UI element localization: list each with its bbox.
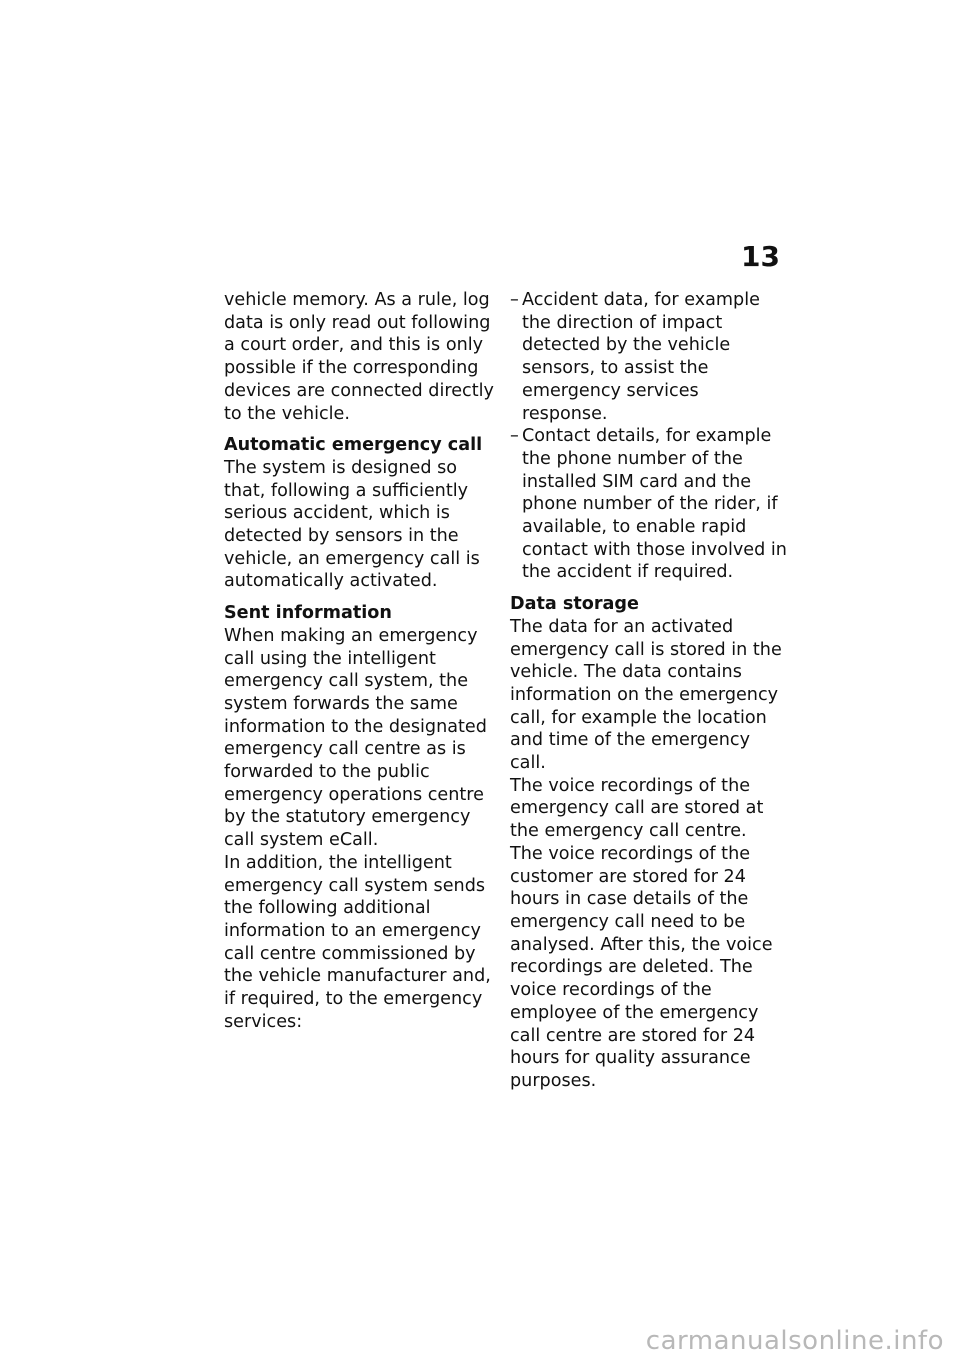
left-column	[224, 289, 494, 1034]
section-body: The voice recordings of the customer are stored for 24 hours in case details of the emergency call need to be analysed. After this, the voice recordings are deleted. The voice recordings of the employee of the emergency call centre are stored for 24 hours for quality assurance purposes.	[510, 843, 773, 1091]
list-item	[510, 289, 788, 425]
section-body: The data for an activated emergency call is stored in the vehicle. The data contains information on the emergency call, for example the location and time of the emergency call.	[510, 616, 782, 774]
dash-bullet: –	[510, 426, 519, 447]
section-body: In addition, the intelligent emergency call system sends the following additional information to an emergency call centre commissioned by the vehicle manufacturer and, if required, to the emergency services:	[224, 852, 491, 1032]
intro-paragraph: vehicle memory. As a rule, log data is only read out following a court order, and this is only possible if the corresponding devices are connected directly to the vehicle.	[224, 290, 494, 424]
section-heading: Automatic emergency call	[224, 435, 483, 456]
section-body: The system is designed so that, following a sufficiently serious accident, which is detected by sensors in the vehicle, an emergency call is automatically activated.	[224, 457, 480, 592]
list-item	[510, 425, 788, 584]
list-item-text: Accident data, for example the direction of impact detected by the vehicle sensors, to assist the emergency services response.	[522, 290, 760, 424]
dash-bullet: –	[510, 290, 519, 310]
section-body: When making an emergency call using the intelligent emergency call system, the system forwards the same information to the designated emergency call centre as is forwarded to the public emergency operations centre by the statutory emergency call system eCall.	[224, 625, 487, 851]
section-automatic-emergency-call	[224, 434, 494, 593]
section-heading: Data storage	[510, 594, 639, 615]
watermark: carmanualsonline.info	[645, 1326, 944, 1356]
section-body: The voice recordings of the emergency call are stored at the emergency call centre.	[510, 775, 764, 842]
section-data-storage	[510, 593, 788, 1092]
list-item-text: Contact details, for example the phone number of the installed SIM card and the phone number of the rider, if available, to enable rapid contact with those involved in the accident if required.	[522, 426, 787, 583]
section-heading: Sent information	[224, 603, 392, 624]
section-sent-information	[224, 602, 494, 1033]
page-number: 13	[741, 240, 780, 273]
right-column	[510, 289, 788, 1093]
additional-info-list	[510, 289, 788, 584]
